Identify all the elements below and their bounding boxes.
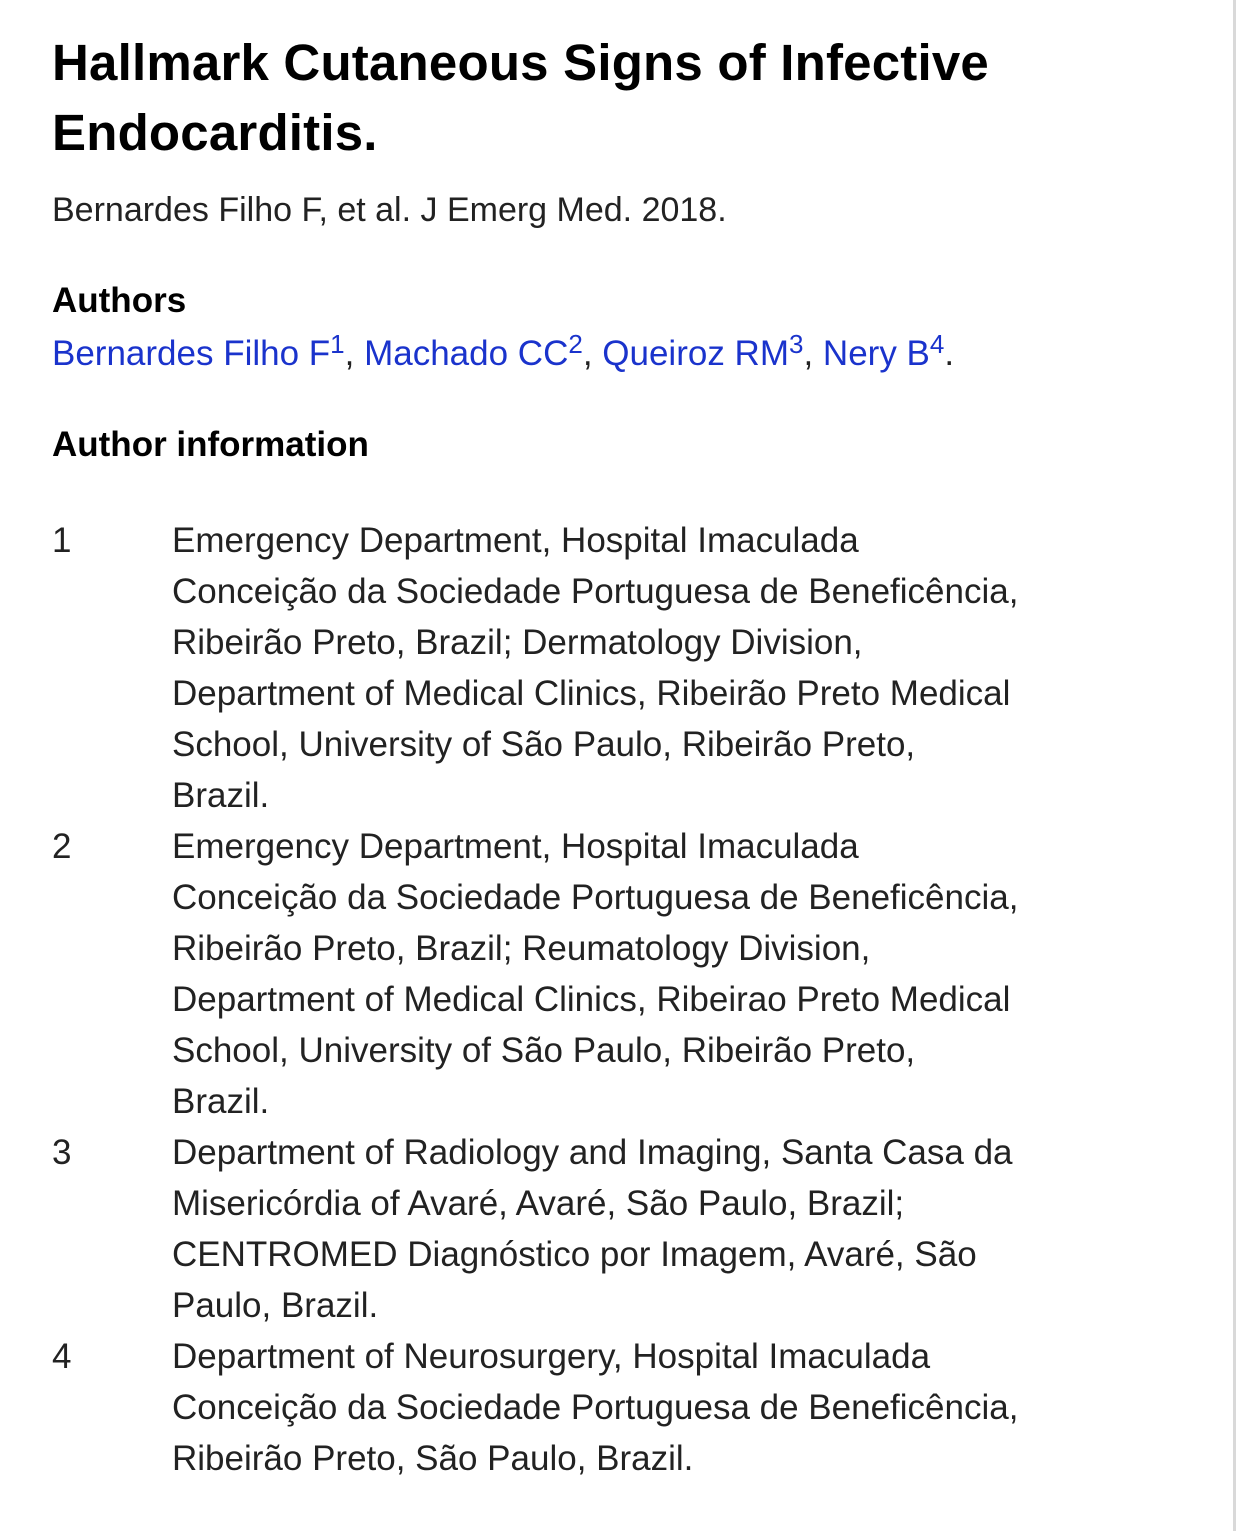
article-content [52, 28, 1202, 1484]
affiliation-text [172, 1127, 1202, 1331]
affiliation-line: Ribeirão Preto, Brazil; Reumatology Division, [172, 929, 871, 968]
affiliation-line: Department of Medical Clinics, Ribeirao Preto Medical [172, 980, 1011, 1019]
affiliation-line: Conceição da Sociedade Portuguesa de Beneficência, [172, 878, 1019, 917]
affiliation-line: Emergency Department, Hospital Imaculada [172, 521, 859, 560]
author-link-queiroz[interactable] [602, 329, 804, 373]
author-link-bernardes-filho[interactable] [52, 329, 345, 373]
affiliation-line: Department of Medical Clinics, Ribeirão Preto Medical [172, 674, 1011, 713]
author-name: Nery B [822, 334, 930, 373]
affiliation-number: 1 [52, 521, 72, 560]
affiliation-text [172, 821, 1202, 1127]
author-link-nery[interactable] [822, 329, 945, 373]
author-name: Machado CC [364, 334, 569, 373]
author-separator: , [803, 334, 823, 373]
affiliation-line: Emergency Department, Hospital Imaculada [172, 827, 859, 866]
affiliation-line: Conceição da Sociedade Portuguesa de Beneficência, [172, 1388, 1019, 1427]
author-name: Queiroz RM [602, 334, 789, 373]
authors-heading: Authors [52, 281, 187, 320]
affiliation-text [172, 1331, 1202, 1484]
affiliation-line: Department of Neurosurgery, Hospital Imaculada [172, 1337, 931, 1376]
affiliation-list [52, 515, 1202, 1484]
author-separator: , [344, 334, 365, 373]
author-affiliation-number: 3 [789, 329, 804, 359]
affiliation-line: Brazil. [172, 1082, 270, 1121]
affiliation-line: Ribeirão Preto, São Paulo, Brazil. [172, 1439, 694, 1478]
author-separator: , [582, 334, 603, 373]
author-affiliation-number: 4 [929, 329, 945, 359]
affiliation-text [172, 515, 1202, 821]
article-title-line-1: Hallmark Cutaneous Signs of Infective [52, 34, 989, 91]
affiliation-line: School, University of São Paulo, Ribeirão Preto, [172, 725, 916, 764]
affiliation-line: Ribeirão Preto, Brazil; Dermatology Division, [172, 623, 863, 662]
affiliation-number: 3 [52, 1133, 72, 1172]
author-name: Bernardes Filho F [52, 334, 331, 373]
citation-line: Bernardes Filho F, et al. J Emerg Med. 2018. [52, 191, 727, 229]
author-link-machado[interactable] [364, 329, 583, 373]
article-title-line-2: Endocarditis. [52, 104, 378, 161]
affiliation-number: 2 [52, 827, 72, 866]
article-title [52, 28, 1202, 168]
author-affiliation-number: 1 [330, 329, 345, 359]
author-separator: . [944, 334, 955, 373]
affiliation-line: School, University of São Paulo, Ribeirão Preto, [172, 1031, 916, 1070]
affiliation-line: Department of Radiology and Imaging, Santa Casa da [172, 1133, 1013, 1172]
affiliation-item [52, 1127, 1202, 1331]
author-affiliation-number: 2 [568, 329, 583, 359]
author-information-heading: Author information [52, 425, 369, 464]
authors-list [52, 331, 1202, 377]
affiliation-item [52, 1331, 1202, 1484]
affiliation-line: Misericórdia of Avaré, Avaré, São Paulo, Brazil; [172, 1184, 905, 1223]
affiliation-line: CENTROMED Diagnóstico por Imagem, Avaré, São [172, 1235, 977, 1274]
affiliation-item [52, 821, 1202, 1127]
affiliation-line: Conceição da Sociedade Portuguesa de Beneficência, [172, 572, 1019, 611]
affiliation-line: Brazil. [172, 776, 270, 815]
affiliation-item [52, 515, 1202, 821]
affiliation-line: Paulo, Brazil. [172, 1286, 379, 1325]
affiliation-number: 4 [52, 1337, 72, 1376]
